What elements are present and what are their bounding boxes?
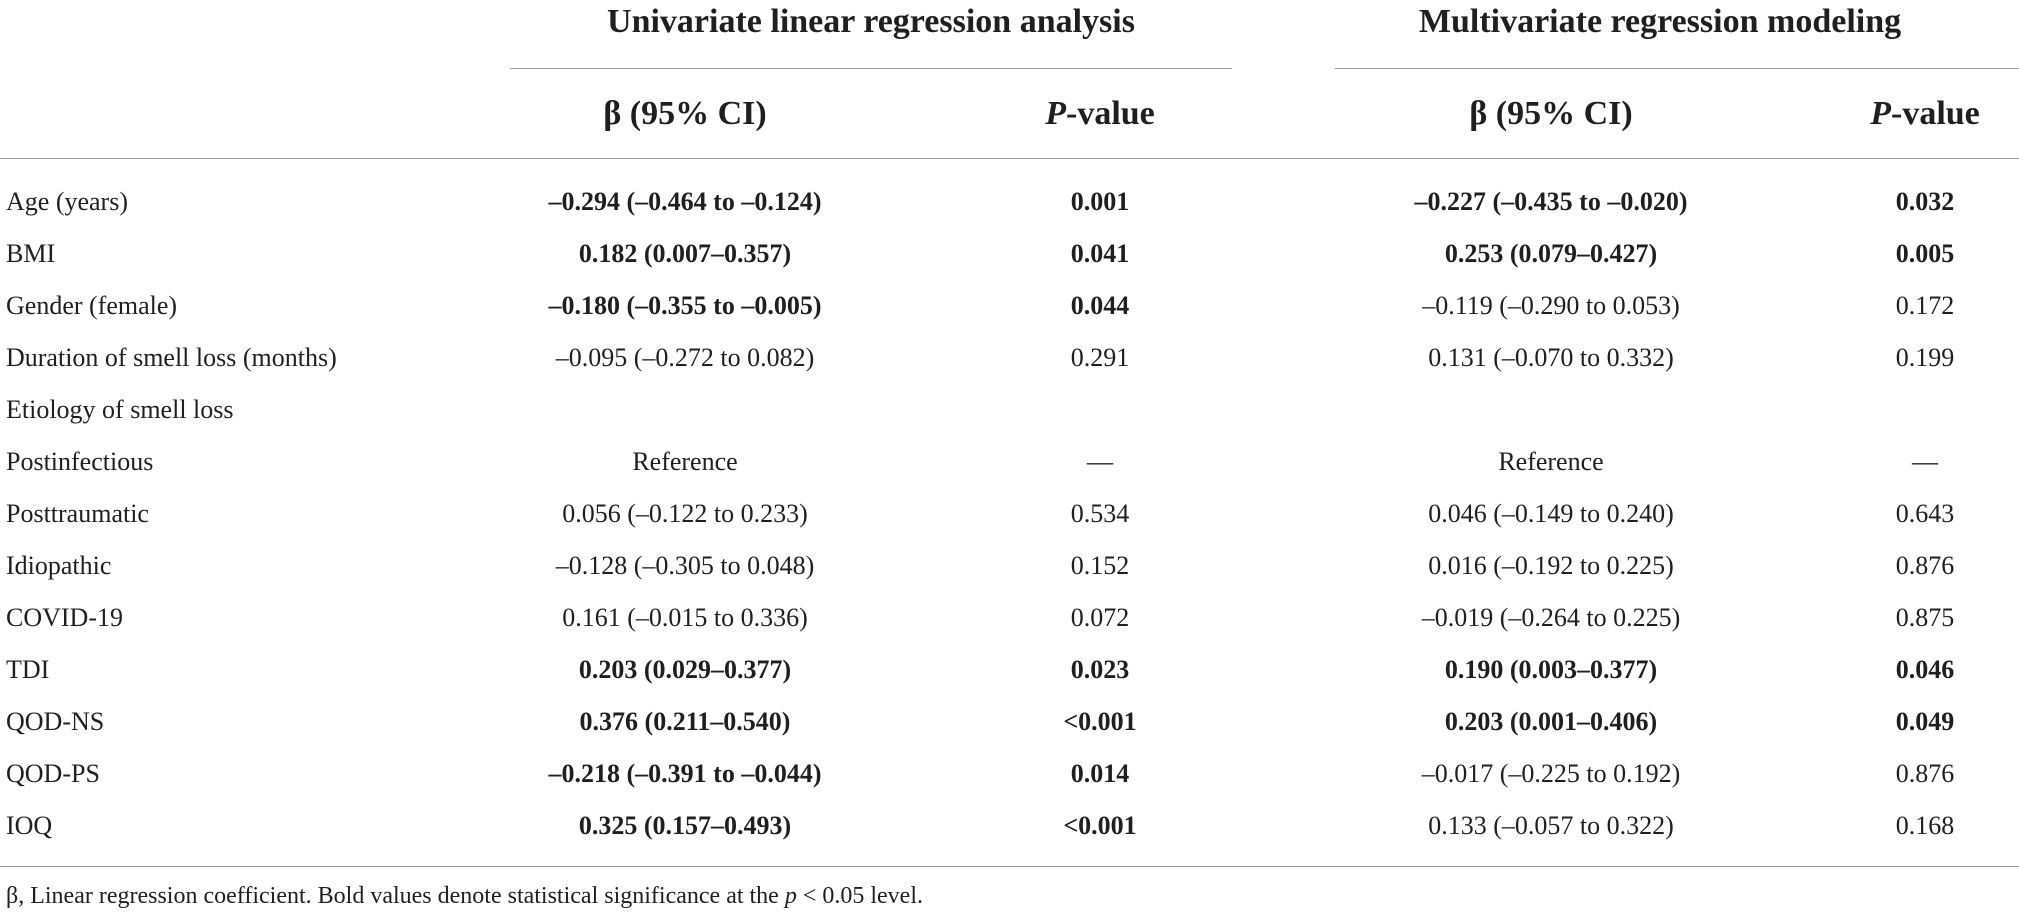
univariate-beta-cell: 0.203 (0.029–0.377) — [578, 655, 792, 684]
univariate-beta-cell: –0.128 (–0.305 to 0.048) — [555, 551, 815, 580]
row-label: BMI — [6, 239, 56, 268]
multivariate-beta-cell: 0.133 (–0.057 to 0.322) — [1428, 811, 1674, 840]
univariate-p-cell: <0.001 — [1063, 811, 1137, 840]
univariate-beta-cell: 0.161 (–0.015 to 0.336) — [562, 603, 808, 632]
univariate-beta-cell: 0.182 (0.007–0.357) — [578, 239, 792, 268]
univariate-p-cell: — — [1087, 447, 1113, 476]
table-row — [0, 592, 2019, 644]
row-label: TDI — [6, 655, 50, 684]
multivariate-beta-cell: –0.119 (–0.290 to 0.053) — [1422, 291, 1680, 320]
footnote-text-end: < 0.05 level. — [796, 883, 924, 909]
multivariate-p-cell: 0.168 — [1895, 811, 1955, 840]
univariate-beta-cell: 0.325 (0.157–0.493) — [578, 811, 792, 840]
multivariate-beta-cell: 0.016 (–0.192 to 0.225) — [1428, 551, 1674, 580]
multivariate-p-cell: 0.046 — [1895, 655, 1955, 684]
table-footnote — [6, 880, 923, 912]
table-row — [0, 696, 2019, 748]
multivariate-p-cell: 0.199 — [1895, 343, 1955, 372]
univariate-p-cell: 0.534 — [1070, 499, 1130, 528]
multivariate-group-rule — [1335, 68, 2019, 69]
row-label: QOD-PS — [6, 759, 100, 788]
footer-rule — [0, 866, 2019, 867]
univariate-p-cell: 0.044 — [1070, 291, 1130, 320]
footnote-p-italic: p — [784, 883, 797, 909]
row-label: Etiology of smell loss — [6, 395, 234, 424]
univariate-beta-header: β (95% CI) — [603, 95, 767, 132]
univariate-p-cell: 0.001 — [1070, 187, 1130, 216]
row-label: Duration of smell loss (months) — [6, 343, 337, 372]
univariate-beta-cell: –0.218 (–0.391 to –0.044) — [548, 759, 822, 788]
multivariate-p-cell: 0.005 — [1895, 239, 1955, 268]
table-row — [0, 748, 2019, 800]
footnote-text: β, Linear regression coefficient. Bold values denote statistical significance at the — [6, 883, 785, 909]
multivariate-beta-cell: 0.046 (–0.149 to 0.240) — [1428, 499, 1674, 528]
multivariate-beta-cell: 0.253 (0.079–0.427) — [1444, 239, 1658, 268]
row-label: Idiopathic — [6, 551, 112, 580]
row-label: QOD-NS — [6, 707, 105, 736]
univariate-p-cell: 0.041 — [1070, 239, 1130, 268]
row-label: IOQ — [6, 811, 53, 840]
table-row — [0, 436, 2019, 488]
multivariate-p-header — [1850, 92, 2000, 136]
univariate-p-cell: 0.152 — [1070, 551, 1130, 580]
multivariate-p-cell: 0.875 — [1895, 603, 1955, 632]
table-row — [0, 228, 2019, 280]
univariate-p-cell: 0.014 — [1070, 759, 1130, 788]
p-value-suffix: -value — [1891, 95, 1980, 132]
p-value-suffix: -value — [1066, 95, 1155, 132]
multivariate-beta-cell: –0.227 (–0.435 to –0.020) — [1414, 187, 1688, 216]
table-row — [0, 644, 2019, 696]
multivariate-beta-cell: 0.190 (0.003–0.377) — [1444, 655, 1658, 684]
multivariate-beta-header: β (95% CI) — [1469, 95, 1633, 132]
multivariate-beta-cell: 0.131 (–0.070 to 0.332) — [1428, 343, 1674, 372]
univariate-group-header: Univariate linear regression analysis — [607, 3, 1135, 40]
table-row — [0, 176, 2019, 228]
p-italic-letter: P — [1870, 95, 1891, 132]
row-label: Age (years) — [6, 187, 128, 216]
univariate-beta-cell: –0.294 (–0.464 to –0.124) — [548, 187, 822, 216]
multivariate-group-header: Multivariate regression modeling — [1418, 3, 1902, 40]
univariate-beta-cell: –0.180 (–0.355 to –0.005) — [548, 291, 822, 320]
multivariate-p-cell: 0.876 — [1895, 759, 1955, 788]
univariate-p-cell: 0.072 — [1070, 603, 1130, 632]
univariate-group-rule — [510, 68, 1232, 69]
multivariate-p-cell: 0.172 — [1895, 291, 1955, 320]
multivariate-beta-cell: –0.019 (–0.264 to 0.225) — [1421, 603, 1681, 632]
row-label: Postinfectious — [6, 447, 154, 476]
table-row — [0, 332, 2019, 384]
table-row — [0, 280, 2019, 332]
row-label: Posttraumatic — [6, 499, 149, 528]
table-row — [0, 384, 2019, 436]
multivariate-p-cell: 0.032 — [1895, 187, 1955, 216]
univariate-beta-cell: Reference — [632, 447, 738, 476]
p-italic-letter: P — [1045, 95, 1066, 132]
table-row — [0, 800, 2019, 852]
univariate-beta-cell: –0.095 (–0.272 to 0.082) — [555, 343, 815, 372]
multivariate-beta-cell: Reference — [1498, 447, 1604, 476]
multivariate-p-cell: 0.643 — [1895, 499, 1955, 528]
multivariate-p-cell: — — [1912, 447, 1938, 476]
univariate-p-cell: 0.291 — [1070, 343, 1130, 372]
table-row — [0, 540, 2019, 592]
univariate-beta-cell: 0.376 (0.211–0.540) — [579, 707, 791, 736]
univariate-p-cell: 0.023 — [1070, 655, 1130, 684]
row-label: Gender (female) — [6, 291, 178, 320]
table-row — [0, 488, 2019, 540]
univariate-p-header — [1000, 92, 1200, 136]
header-rule — [0, 158, 2019, 159]
univariate-beta-cell: 0.056 (–0.122 to 0.233) — [562, 499, 808, 528]
multivariate-beta-cell: –0.017 (–0.225 to 0.192) — [1421, 759, 1681, 788]
multivariate-p-cell: 0.049 — [1895, 707, 1955, 736]
row-label: COVID-19 — [6, 603, 123, 632]
univariate-p-cell: <0.001 — [1063, 707, 1137, 736]
multivariate-p-cell: 0.876 — [1895, 551, 1955, 580]
multivariate-beta-cell: 0.203 (0.001–0.406) — [1444, 707, 1658, 736]
